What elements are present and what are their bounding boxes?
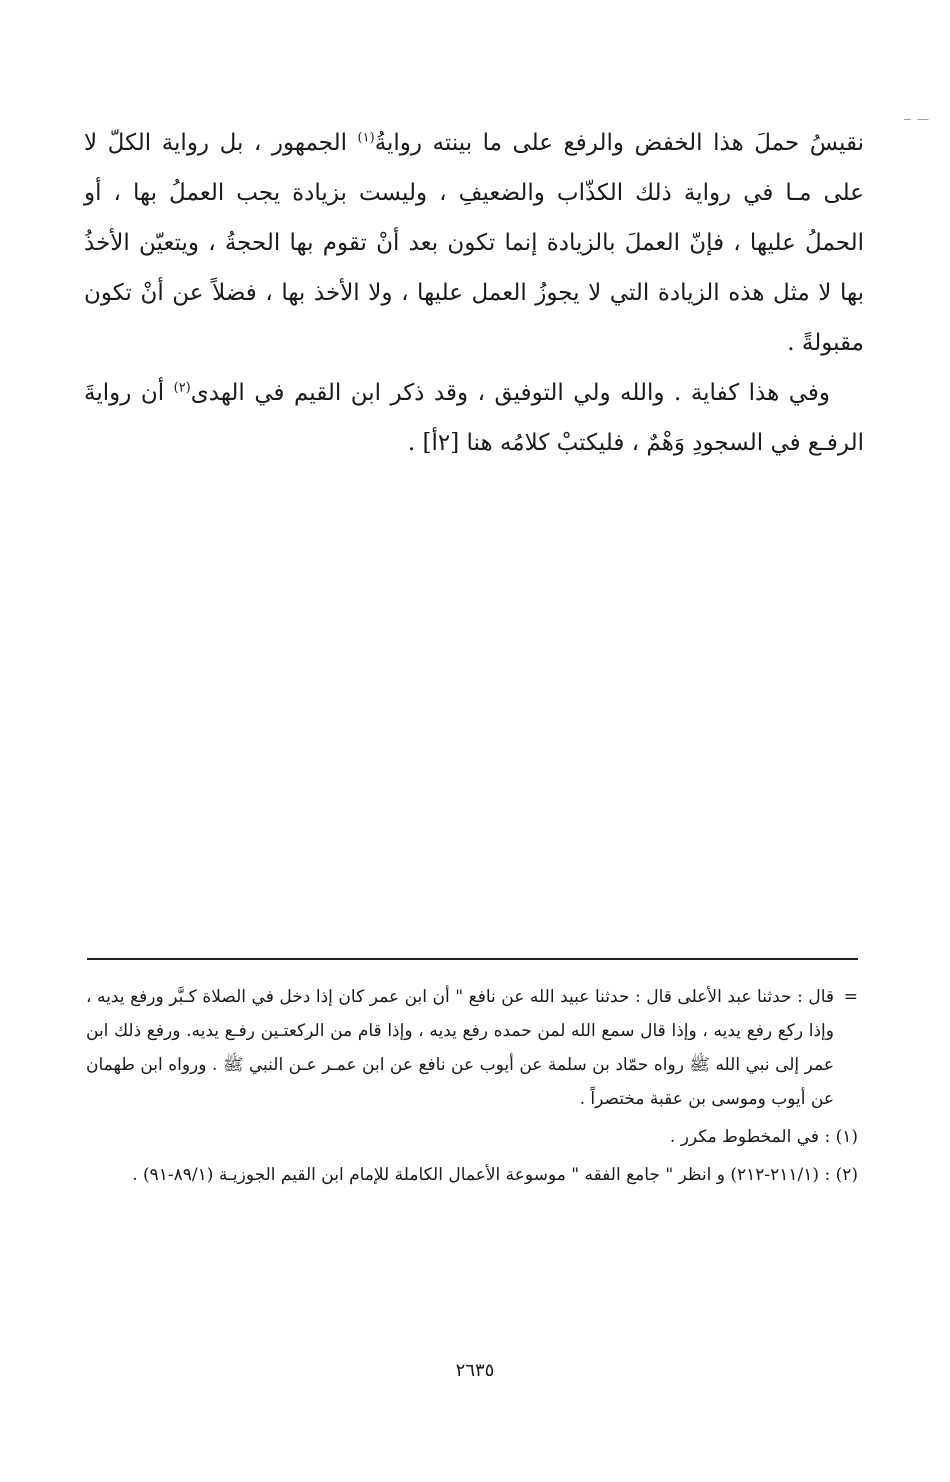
footnote-1: (١) : في المخطوط مكرر . <box>669 1127 858 1147</box>
main-text <box>84 118 864 468</box>
paragraph-2-text-b: أن روايةَ الرفـع في السجودِ وَهْمٌ ، فليكتبْ كلامُه هنا [٢أ] . <box>84 380 864 456</box>
continuation-mark: = <box>843 987 858 1007</box>
paragraph-2-text-a: وفي هذا كفاية . والله ولي التوفيق ، وقد ذكر ابن القيم في الهدى <box>190 380 830 406</box>
margin-mark: — ‒ <box>903 112 930 126</box>
paragraph-1 <box>84 118 864 368</box>
footnote-continuation-text: قال : حدثنا عبد الأعلى قال : حدثنا عبيد الله عن نافع " أن ابن عمر كان إذا دخل في الصلاة كـبَّر ورفع يديه ، وإذا ركع رفع يديه ، وإذا قال سمع الله لمن حمده رفع يديه ، وإذا قام من الركعتـين رفـع يديه. ورفع ذلك ابن عمر إلى نبي الله ﷺ رواه حمّاد بن سلمة عن أيوب عن نافع عن ابن عمـر عـن النبي ﷺ . ورواه ابن طهمان عن أيوب وموسى بن عقبة مختصراً . <box>86 987 834 1109</box>
footnotes <box>86 980 858 1196</box>
footnote-2: (٢) : (٢١١/١-٢١٢) و انظر " جامع الفقه " موسوعة الأعمال الكاملة للإمام ابن القيم الجوزيـة (٨٩/١-٩١) . <box>132 1165 858 1185</box>
paragraph-1-text-a: نقيسُ حملَ هذا الخفض والرفع على ما بينته روايةُ <box>374 130 864 156</box>
footnote-ref-2: (٢) <box>173 380 191 396</box>
footnote-ref-1: (١) <box>357 130 375 146</box>
page-number: ٢٦٣٥ <box>455 1360 495 1381</box>
paragraph-2 <box>84 368 864 468</box>
footnote-continuation <box>86 980 858 1116</box>
footnote-divider <box>87 958 858 960</box>
paragraph-1-text-b: الجمهور ، بل رواية الكلّ لا على مـا في رواية ذلك الكذّاب والضعيفِ ، وليست بزيادة يجب العملُ بها ، أو الحملُ عليها ، فإنّ العملَ بالزيادة إنما تكون بعد أنْ تقوم بها الحجةُ ، ويتعيّن الأخذُ بها لا مثل هذه الزيادة التي لا يجوزُ العمل عليها ، ولا الأخذ بها ، فضلاً عن أنْ تكون مقبولةً . <box>84 130 864 356</box>
